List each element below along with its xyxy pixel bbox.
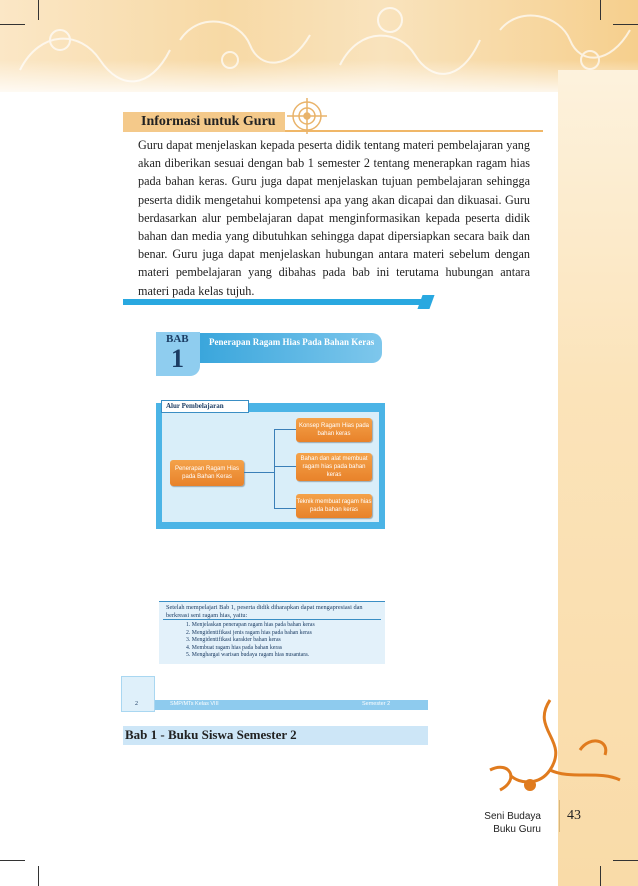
figure-caption: Bab 1 - Buku Siswa Semester 2 <box>125 727 297 742</box>
crop-mark <box>0 860 25 861</box>
crop-mark <box>613 860 638 861</box>
flow-main-box <box>170 460 244 486</box>
footer-page-number: 43 <box>567 808 581 823</box>
flow-connector <box>274 429 275 509</box>
flow-main-label: Penerapan Ragam Hias pada Bahan Keras <box>174 466 240 480</box>
flow-branch-label: Bahan dan alat membuat ragam hias pada bahan keras <box>300 456 368 478</box>
flow-connector <box>274 508 296 509</box>
preview-footer-right: Semester 2 <box>362 701 391 707</box>
corner-ornament <box>470 690 630 800</box>
learning-goals-list <box>186 622 315 660</box>
footer-divider <box>559 800 560 832</box>
flow-branch-box <box>296 418 372 442</box>
flower-ornament-icon <box>282 94 332 134</box>
footer-book-title <box>481 810 541 836</box>
flow-connector <box>274 466 296 467</box>
flow-branch-label: Konsep Ragam Hias pada bahan keras <box>298 423 370 437</box>
crop-mark <box>38 866 39 886</box>
crop-mark <box>600 866 601 886</box>
footer-book-line1: Seni Budaya <box>484 811 541 822</box>
learning-goal-item: 4. Membuat ragam hias pada bahan keras <box>186 644 283 651</box>
section-paragraph: Guru dapat menjelaskan kepada peserta didik tentang materi pembelajaran yang akan diberikan sesuai dengan bab 1 semester 2 tentang menerapkan ragam hias pada bahan keras. Guru juga dapat menjelaskan tujuan pembelajaran sehingga peserta didik mengetahui kompetensi apa yang akan dicapai dan dikuasai. Guru berdasarkan alur pembelajaran dapat menginformasikan kepada peserta didik bahan dan media yang dibutuhkan sehingga dapat dipersiapkan secara baik dan benar. Guru juga dapat menjelaskan hubungan antara materi sebelum dengan materi pembelajaran yang dibahas pada bab ini terutama hubungan antara materi pada kelas tujuh. <box>138 138 530 298</box>
flow-branch-label: Teknik membuat ragam hias pada bahan keras <box>296 499 372 513</box>
flow-connector <box>244 472 274 473</box>
flow-label: Alur Pembelajaran <box>161 400 249 413</box>
learning-goal-item: 1. Menjelaskan penerapan ragam hias pada bahan keras <box>186 622 315 628</box>
learning-goals-divider <box>163 619 381 620</box>
footer-book-line2: Buku Guru <box>493 824 541 835</box>
learning-goal-item: 5. Menghargai warisan budaya ragam hias nusantara. <box>186 652 310 659</box>
bab-number: 1 <box>171 344 184 373</box>
crop-mark <box>0 24 25 25</box>
section-heading: Informasi untuk Guru <box>123 112 285 132</box>
crop-mark <box>613 24 638 25</box>
flow-connector <box>274 429 296 430</box>
flow-branch-box <box>296 453 372 481</box>
preview-page-number-box <box>121 676 155 712</box>
chapter-title: Penerapan Ragam Hias Pada Bahan Keras <box>209 337 375 347</box>
crop-mark <box>600 0 601 20</box>
preview-footer-left: SMP/MTs Kelas VIII <box>170 701 219 707</box>
preview-top-bar <box>123 299 428 305</box>
bab-label: BAB <box>166 333 189 345</box>
learning-goal-item: 3. Mengidentifikasi karakter bahan keras <box>186 637 281 644</box>
crop-mark <box>38 0 39 20</box>
preview-page-number: 2 <box>135 701 138 707</box>
learning-goal-item: 2. Mengidentifikasi jenis ragam hias pada bahan keras <box>186 629 312 636</box>
learning-goals-intro: Setelah mempelajari Bab 1, peserta didik diharapkan dapat mengapresiasi dan berkreasi seni ragam hias, yaitu: <box>166 604 363 619</box>
flow-branch-box <box>296 494 372 518</box>
